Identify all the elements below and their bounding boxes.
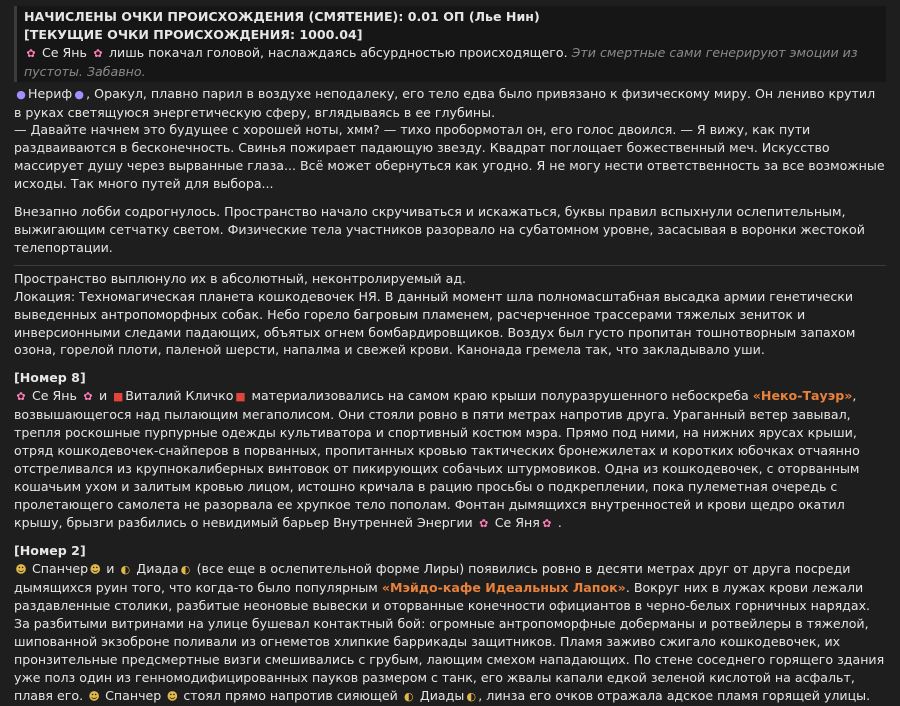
character-name: Се Янь [42,44,87,60]
location-name: «Неко-Тауэр» [752,388,853,404]
character-name: Диада [136,561,179,577]
reaction-text: лишь покачал головой, наслаждаясь абсурдностью происходящего. [109,44,568,60]
crystal-ball-icon: ● [74,87,84,101]
blossom-icon: ✿ [16,390,26,404]
character-name: Спанчер [105,687,162,703]
sunglasses-icon: ☻ [88,689,100,703]
room-8-paragraph [14,387,886,532]
lobby-paragraph: Внезапно лобби содрогнулось. Пространство начало скручиваться и искажаться, буквы правил вспыхнули ослепительным, выжигающим сетчатку светом. Физические тела участников разорвало на субатомном уровне, засасывая в воронки жестокой телепортации. [14,204,865,255]
room-8-text: , возвышающегося над пылающим мегаполисом. Они стояли ровно в пяти метрах напротив друга. Ураганный ветер завывал, трепля роскошные пурпурные одежды культиватора и спортивный костюм мэра. Прямо под ними, на нижних ярусах крыши, отряд кошкодевочек-снайперов в порванных, пропитанных кровью тактических бронежилетах и коротких юбочках отчаянно отстреливался из крупнокалиберных винтовок от пикирующих собачьих штурмовиков. Одна из кошкодевочек, с оторванным кошачьим ухом и залитым кровью лицом, истошно кричала в рацию просьбы о подкреплении, пока пулеметная очередь с пролетающего самолета не разорвала ее хрупкое тело пополам. Фонтан дымящихся внутренностей и крови щедро окатил крышу, брызги разбились о невидимый барьер Внутренней Энергии [14,388,860,530]
location-paragraph: Локация: Техномагическая планета кошкодевочек НЯ. В данный момент шла полномасштабная высадка армии генетически выведенных антропоморфных собак. Небо горело багровым пламенем, расчерченное трассерами тяжелых зениток и инверсионными следами падающих, объятых огнем бомбардировщиков. Воздух был густо пропитан тошнотворным запахом озона, горелой плоти, паленой шерсти, напалма и свежей крови. Канонада гремела так, что закладывало уши. [14,288,856,358]
notice-reaction [24,44,878,81]
notice-points-awarded: НАЧИСЛЕНЫ ОЧКИ ПРОИСХОЖДЕНИЯ (СМЯТЕНИЕ): 0.01 ОП (Лье Нин) [24,9,540,24]
character-name: Виталий Кличко [125,388,234,404]
blossom-icon: ✿ [93,46,103,60]
location-name: «Мэйдо-кафе Идеальных Лапок» [381,580,626,596]
location-intro: Пространство выплюнуло их в абсолютный, неконтролируемый ад. [14,270,467,286]
half-moon-icon: ◐ [404,689,414,703]
blossom-icon: ✿ [83,390,93,404]
room-2-paragraph [14,560,886,705]
room-2-header: [Номер 2] [14,543,86,559]
oracle-text: , Оракул, плавно парил в воздухе неподалеку, его тело едва было привязано к физическому миру. Он лениво крутил в руках светящуюся энергетическую сферу, вглядываясь в ее глубины. [14,85,876,120]
room-2-text: , линза его очков отражала адское пламя горящей улицы. [478,687,871,703]
room-2-text: . Вокруг них в лужах крови лежали раздавленные столики, разбитые неоновые вывески и оторванные конечности официантов в черно-белых горничных нарядах. За разбитыми витринами на улице бушевал контактный бой: огромные антропоморфные доберманы и ротвейлеры в тяжелой, шипованной экзоброне поливали из огнеметов хлипкие баррикады защитников. Пламя заживо сжигало кошкодевочек, их пронзительные предсмертные визги смешивались с грубым, лающим смехом нападающих. По стене соседнего горящего здания уже полз один из генномодифицированных пауков размером с танк, его жвалы капали едкой зеленой кислотой на асфальт, плавя его. [14,580,885,703]
blossom-icon: ✿ [26,46,36,60]
boxing-glove-icon: ■ [113,390,124,404]
inner-thought: Эти смертные сами генерируют эмоции из пустоты. Забавно. [24,44,858,79]
oracle-paragraph [14,85,886,122]
half-moon-icon: ◐ [180,563,191,577]
room-2-text: стоял прямо напротив сияющей [183,687,398,703]
room-8-header: [Номер 8] [14,370,86,386]
sunglasses-icon: ☻ [89,563,101,577]
character-name: Спанчер [32,561,89,577]
character-name: Се Янь [32,388,77,404]
blossom-icon: ✿ [479,516,489,530]
room-2-text: (все еще в ослепительной форме Лиры) появились ровно в десяти метрах друг от друга посреди дымящихся руин того, что когда-то было популярным [14,561,851,596]
notice-current-points: [ТЕКУЩИЕ ОЧКИ ПРОИСХОЖДЕНИЯ: 1000.04] [24,26,363,42]
character-name: Се Яня [494,514,540,530]
boxing-glove-icon: ■ [235,390,246,404]
half-moon-icon: ◐ [466,689,477,703]
conjunction: и [106,561,115,577]
sunglasses-icon: ☻ [15,563,27,577]
oracle-speech: — Давайте начнем это будущее с хорошей ноты, хмм? — тихо пробормотал он, его голос двоился. — Я вижу, как пути раздваиваются в бесконечность. Свинья пожирает падающую звезду. Квадрат поглощает божественный меч. Искусство массирует душу через вырванные глаза... Всё может обернуться как угодно. Я не могу нести ответственность за все возможные исходы. Так много путей для выбора... [14,122,885,192]
sunglasses-icon: ☻ [166,689,179,703]
character-name: Диады [419,687,465,703]
system-notice [14,6,886,82]
divider [14,265,886,266]
room-8-text: . [557,514,562,530]
blossom-icon: ✿ [542,516,552,530]
room-8-text: материализовались на самом краю крыши полуразрушенного небоскреба [251,388,749,404]
crystal-ball-icon: ● [16,87,26,101]
character-name: Нериф [28,85,73,101]
conjunction: и [99,388,108,404]
half-moon-icon: ◐ [120,563,131,577]
